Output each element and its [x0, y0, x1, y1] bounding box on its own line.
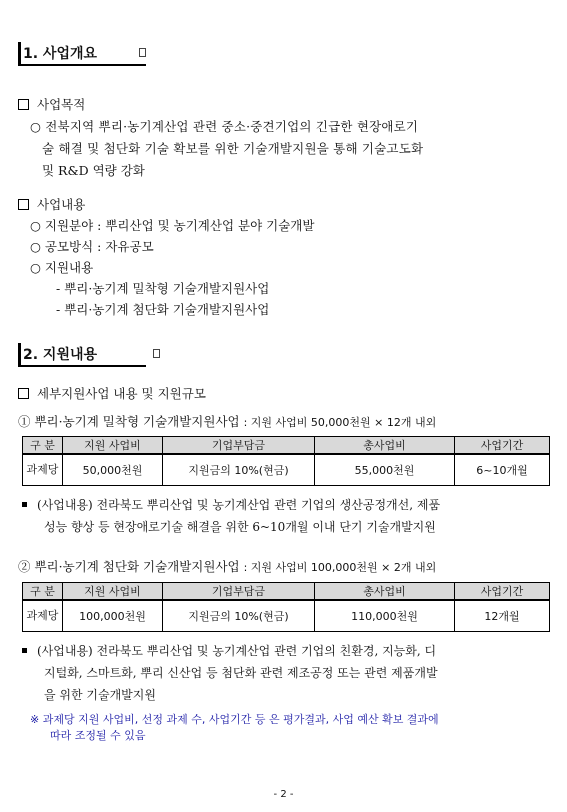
- program-2-desc-line-2: 지털화, 스마트화, 뿌리 신산업 등 첨단화 관련 제조공정 또는 관련 제품개발: [44, 666, 438, 680]
- content-line-5: - 뿌리·농기계 첨단화 기술개발지원사업: [56, 302, 270, 317]
- bullet-square-icon: [22, 648, 27, 653]
- program-2-title-note: : 지원 사업비 100,000천원 × 2개 내외: [243, 561, 437, 574]
- purpose-line-3: 및 R&D 역량 강화: [42, 163, 145, 178]
- section-2-title: [18, 343, 146, 367]
- program-1-title-text: ① 뿌리·농기계 밀착형 기술개발지원사업: [18, 414, 240, 429]
- table-header-cell: 사업기간: [455, 583, 550, 601]
- checkbox-square-icon: [18, 99, 29, 110]
- table-header-row: [23, 583, 550, 601]
- table-row: [23, 600, 550, 632]
- table-header-row: [23, 437, 550, 455]
- program-2-title: [18, 558, 436, 577]
- table-cell: 55,000천원: [315, 454, 455, 486]
- placeholder-box-icon: [139, 48, 146, 57]
- purpose-heading: [18, 96, 85, 114]
- table-cell: 50,000천원: [63, 454, 163, 486]
- section-1-title: [18, 42, 146, 66]
- program-1-title: [18, 413, 436, 432]
- table-cell: 지원금의 10%(현금): [163, 454, 315, 486]
- table-header-cell: 기업부담금: [163, 437, 315, 455]
- program-1-table: [22, 436, 550, 486]
- table-header-cell: 총사업비: [315, 583, 455, 601]
- program-1-desc-line-1: [22, 496, 440, 514]
- table-header-cell: 구 분: [23, 437, 63, 455]
- note-line-2: 따라 조정될 수 있음: [50, 729, 146, 742]
- purpose-heading-text: 사업목적: [37, 97, 86, 112]
- table-cell: 100,000천원: [63, 600, 163, 632]
- table-cell: 지원금의 10%(현금): [163, 600, 315, 632]
- table-cell: 12개월: [455, 600, 550, 632]
- purpose-line-2: 술 해결 및 첨단화 기술 확보를 위한 기술개발지원을 통해 기술고도화: [42, 141, 424, 156]
- table-header-cell: 구 분: [23, 583, 63, 601]
- content-line-1: ○ 지원분야 : 뿌리산업 및 농기계산업 분야 기술개발: [30, 218, 315, 233]
- table-header-cell: 기업부담금: [163, 583, 315, 601]
- program-2-desc-line-1: [22, 642, 436, 660]
- bullet-square-icon: [22, 502, 27, 507]
- content-heading: [18, 196, 85, 214]
- program-2-desc-line-3: 을 위한 기술개발지원: [44, 688, 156, 702]
- checkbox-square-icon: [18, 388, 29, 399]
- program-1-title-note: : 지원 사업비 50,000천원 × 12개 내외: [243, 416, 437, 429]
- content-heading-text: 사업내용: [37, 197, 86, 212]
- table-row: [23, 454, 550, 486]
- program-2-title-text: ② 뿌리·농기계 첨단화 기술개발지원사업: [18, 559, 240, 574]
- table-header-cell: 지원 사업비: [63, 583, 163, 601]
- table-cell: 과제당: [23, 454, 63, 486]
- table-cell: 과제당: [23, 600, 63, 632]
- checkbox-square-icon: [18, 199, 29, 210]
- program-2-desc-text-1: (사업내용) 전라북도 뿌리산업 및 농기계산업 관련 기업의 친환경, 지능화, 디: [37, 644, 437, 658]
- table-header-cell: 총사업비: [315, 437, 455, 455]
- note-line-1: ※ 과제당 지원 사업비, 선정 과제 수, 사업기간 등 은 평가결과, 사업 예산 확보 결과에: [30, 713, 439, 726]
- program-1-desc-line-2: 성능 향상 등 현장애로기술 해결을 위한 6~10개월 이내 단기 기술개발지원: [44, 520, 436, 534]
- table-header-cell: 사업기간: [455, 437, 550, 455]
- content-line-3: ○ 지원내용: [30, 260, 94, 275]
- scale-heading: [18, 385, 206, 403]
- content-line-4: - 뿌리·농기계 밀착형 기술개발지원사업: [56, 281, 270, 296]
- page-number: - 2 -: [273, 789, 294, 800]
- table-cell: 6~10개월: [455, 454, 550, 486]
- program-2-table: [22, 582, 550, 632]
- content-line-2: ○ 공모방식 : 자유공모: [30, 239, 154, 254]
- program-1-desc-text-1: (사업내용) 전라북도 뿌리산업 및 농기계산업 관련 기업의 생산공정개선, 제품: [37, 498, 441, 512]
- table-cell: 110,000천원: [315, 600, 455, 632]
- section-2-title-text: 2. 지원내용: [23, 347, 98, 363]
- section-1-title-text: 1. 사업개요: [23, 46, 98, 62]
- table-header-cell: 지원 사업비: [63, 437, 163, 455]
- purpose-line-1: ○ 전북지역 뿌리·농기계산업 관련 중소·중견기업의 긴급한 현장애로기: [30, 119, 419, 134]
- placeholder-box-icon: [153, 349, 160, 358]
- scale-heading-text: 세부지원사업 내용 및 지원규모: [37, 386, 206, 401]
